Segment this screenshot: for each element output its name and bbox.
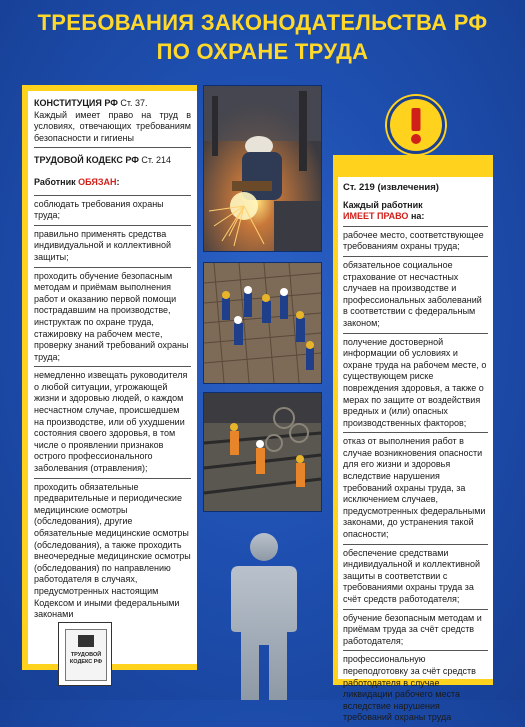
worker-must-word: ОБЯЗАН — [78, 176, 117, 187]
list-item: получение достоверной информации об условиях и охране труда на рабочем месте, о существующем риске повреждения здоровья, а также о мерах по защите от воздействия вредных и (или) опасных производственных факторов; — [343, 334, 488, 434]
welding-photo — [203, 85, 322, 252]
worker-right-label: Каждый работник — [343, 199, 423, 210]
railway-workers-photo — [203, 392, 322, 512]
labor-code-book-icon — [58, 622, 112, 686]
article-219-heading: Ст. 219 (извлечения) — [343, 182, 439, 193]
list-item: проходить обязательные предварительные и периодические медицинские осмотры (обследования), другие обязательные медицинские осмотры (обследования), а также проходить внеочередные медицинские осмотры (обследования) по направлению работодателя в случаях, предусмотренных настоящим Кодексом и иными федеральными законами — [34, 481, 191, 620]
book-emblem — [78, 635, 94, 647]
worker-right-colon: на: — [408, 211, 425, 222]
list-item: отказ от выполнения работ в случае возникновения опасности для его жизни и здоровья вследствие нарушения требований охраны труда, за исключением случаев, предусмотренных федеральными законами, до устранения такой опасности; — [343, 433, 488, 544]
constitution-block — [34, 91, 191, 148]
constitution-article: Ст. 37. — [117, 98, 148, 108]
worker-right-block — [343, 197, 488, 227]
construction-workers-photo — [203, 262, 322, 384]
exclamation-icon — [387, 96, 445, 154]
book-cover — [65, 629, 107, 681]
list-item: профессиональную переподготовку за счёт средств работодателя в случае ликвидации рабочего места вследствие нарушения требований охраны труда — [343, 654, 476, 723]
labor-code-heading-block — [34, 148, 191, 170]
right-panel — [333, 155, 493, 723]
list-item: соблюдать требования охраны труда; — [34, 196, 191, 226]
constitution-heading: КОНСТИТУЦИЯ РФ — [34, 98, 118, 108]
worker-must-label: Работник — [34, 176, 79, 187]
worker-must-block — [34, 170, 191, 196]
list-item: обеспечение средствами индивидуальной и коллективной защиты в соответствии с требованиями охраны труда за счёт средств работодателя; — [343, 545, 488, 610]
list-item: обязательное социальное страхование от несчастных случаев на производстве и профессиональных заболеваний в соответствии с федеральным законом; — [343, 257, 488, 334]
labor-code-article: Ст. 214 — [138, 155, 172, 166]
worker-right-word: ИМЕЕТ ПРАВО — [343, 211, 409, 222]
list-item: проходить обучение безопасным методам и приёмам выполнения работ и оказанию первой помощи пострадавшим на производстве, инструктаж по охране труда, стажировку на рабочем месте, проверку знаний требований охраны труда; — [34, 268, 191, 368]
title-line-1: ТРЕБОВАНИЯ ЗАКОНОДАТЕЛЬСТВА РФ — [37, 10, 488, 35]
book-label: ТРУДОВОЙ КОДЕКС РФ — [69, 652, 103, 665]
left-panel — [22, 85, 197, 670]
list-item: немедленно извещать руководителя о любой ситуации, угрожающей жизни и здоровью людей, о каждом несчастном случае, происшедшем на производстве, или об ухудшении состояния своего здоровья, в том числе о проявлении признаков острого профессионального заболевания (отравления); — [34, 367, 191, 478]
title-line-2: ПО ОХРАНЕ ТРУДА — [156, 39, 369, 64]
page-title — [0, 8, 525, 66]
left-panel-content — [28, 91, 197, 664]
list-item: обучение безопасным методам и приёмам труда за счёт средств работодателя; — [343, 610, 488, 652]
worker-must-colon: : — [116, 176, 120, 187]
labor-code-heading: ТРУДОВОЙ КОДЕКС РФ — [34, 155, 139, 166]
constitution-text: Каждый имеет право на труд в условиях, отвечающих требованиям безопасности и гигиены — [34, 109, 191, 143]
right-panel-content — [338, 177, 493, 723]
person-silhouette-icon — [225, 533, 303, 705]
list-item: правильно применять средства индивидуальной и коллективной защиты; — [34, 226, 191, 268]
list-item: рабочее место, соответствующее требованиям охраны труда; — [343, 227, 488, 257]
